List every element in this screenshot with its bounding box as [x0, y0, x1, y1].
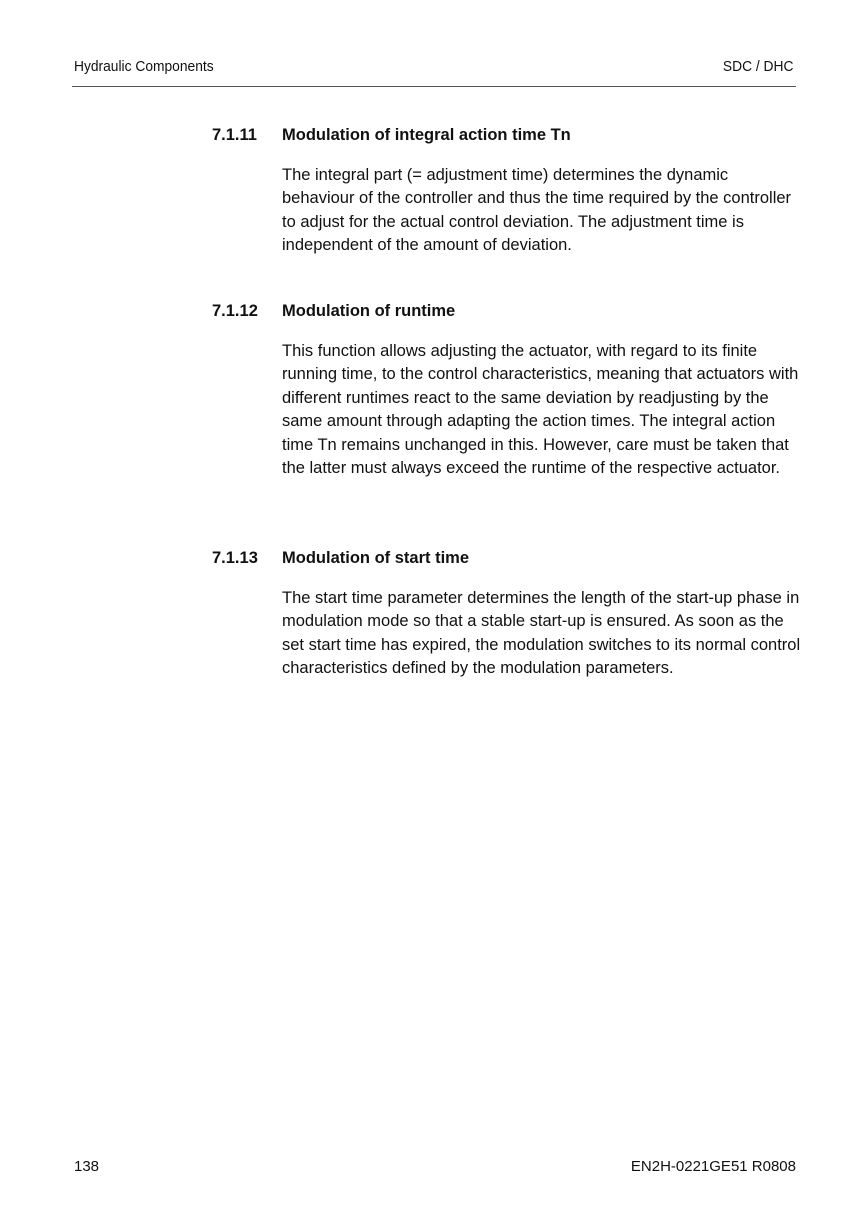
- page-number: 138: [74, 1158, 100, 1175]
- section-paragraph: This function allows adjusting the actuator, with regard to its finite running time, to the control characteristics, meaning that actuators with different runtimes react to the same deviation by readjusting by the same amount through adapting the action times. The integral action time Tn remains unchanged in this. However, care must be taken that the latter must always exceed the runtime of the respective actuator.: [282, 342, 799, 478]
- section-title: Modulation of integral action time Tn: [282, 126, 571, 144]
- section-heading: [212, 548, 802, 568]
- document-id: EN2H-0221GE51 R0808: [630, 1158, 796, 1175]
- section-7-1-11: [212, 125, 802, 258]
- section-7-1-12: [212, 301, 802, 480]
- header-document-title: Hydraulic Components: [74, 58, 214, 75]
- header-product-name: SDC / DHC: [722, 58, 794, 75]
- section-number: 7.1.13: [212, 549, 258, 567]
- section-7-1-13: [212, 548, 802, 681]
- section-number: 7.1.12: [212, 302, 258, 320]
- section-title: Modulation of runtime: [282, 302, 456, 320]
- section-heading: [212, 125, 802, 145]
- section-paragraph: The start time parameter determines the length of the start-up phase in modulation mode so that a stable start-up is ensured. As soon as the set start time has expired, the modulation switches to its normal control characteristics defined by the modulation parameters.: [282, 589, 801, 678]
- section-heading: [212, 301, 802, 321]
- section-paragraph: The integral part (= adjustment time) determines the dynamic behaviour of the controller and thus the time required by the controller to adjust for the actual control deviation. The adjustment time is independent of the amount of deviation.: [282, 166, 792, 255]
- page-header: [74, 58, 794, 78]
- section-number: 7.1.11: [212, 126, 257, 144]
- header-divider: [72, 86, 796, 87]
- page-footer: [74, 1158, 796, 1178]
- section-title: Modulation of start time: [282, 549, 469, 567]
